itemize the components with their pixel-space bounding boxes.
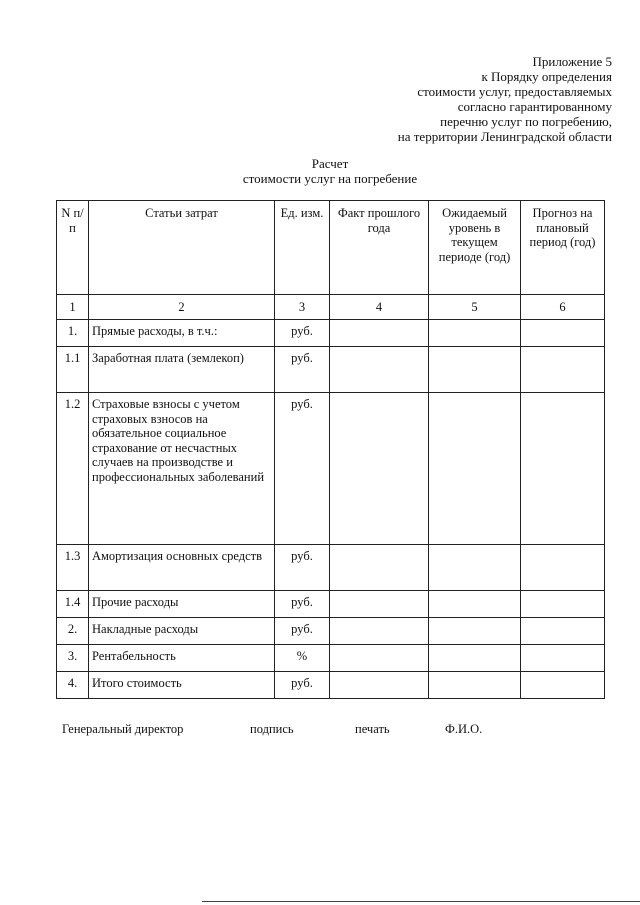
cell-last-year xyxy=(330,347,429,393)
header-line: на территории Ленинградской области xyxy=(397,129,612,144)
scan-edge-line xyxy=(202,901,640,902)
row-number: 1. xyxy=(57,320,89,347)
table-row xyxy=(57,618,605,645)
row-unit: руб. xyxy=(275,393,330,545)
row-number: 1.4 xyxy=(57,591,89,618)
header-line: согласно гарантированному xyxy=(457,99,612,114)
row-unit: руб. xyxy=(275,591,330,618)
table-header-row xyxy=(57,201,605,295)
table-row xyxy=(57,347,605,393)
row-unit: руб. xyxy=(275,618,330,645)
column-number: 1 xyxy=(57,295,89,320)
cell-forecast xyxy=(521,393,605,545)
cell-forecast xyxy=(521,645,605,672)
row-item: Амортизация основных средств xyxy=(89,545,275,591)
column-number: 3 xyxy=(275,295,330,320)
header-cell-cost-items: Статьи затрат xyxy=(89,201,275,295)
cell-forecast xyxy=(521,618,605,645)
row-item: Прочие расходы xyxy=(89,591,275,618)
footer-stamp: печать xyxy=(355,722,390,736)
cell-last-year xyxy=(330,545,429,591)
document-title xyxy=(0,156,640,186)
row-item: Рентабельность xyxy=(89,645,275,672)
title-line-1: Расчет xyxy=(311,156,349,171)
header-cell-unit: Ед. изм. xyxy=(275,201,330,295)
row-number: 1.3 xyxy=(57,545,89,591)
cell-forecast xyxy=(521,545,605,591)
row-number: 2. xyxy=(57,618,89,645)
footer-signature: подпись xyxy=(250,722,294,736)
row-unit: % xyxy=(275,645,330,672)
row-item: Заработная плата (землекоп) xyxy=(89,347,275,393)
table-row xyxy=(57,545,605,591)
header-line: перечню услуг по погребению, xyxy=(440,114,612,129)
column-number: 5 xyxy=(429,295,521,320)
cell-forecast xyxy=(521,591,605,618)
cell-last-year xyxy=(330,320,429,347)
row-number: 1.2 xyxy=(57,393,89,545)
table-row xyxy=(57,393,605,545)
table-row xyxy=(57,645,605,672)
cell-expected xyxy=(429,591,521,618)
cell-expected xyxy=(429,393,521,545)
row-number: 4. xyxy=(57,672,89,699)
footer-name: Ф.И.О. xyxy=(445,722,483,736)
row-unit: руб. xyxy=(275,545,330,591)
cell-last-year xyxy=(330,591,429,618)
header-line: Приложение 5 xyxy=(532,54,612,69)
row-item: Накладные расходы xyxy=(89,618,275,645)
column-number: 6 xyxy=(521,295,605,320)
row-unit: руб. xyxy=(275,672,330,699)
row-number: 3. xyxy=(57,645,89,672)
column-number: 2 xyxy=(89,295,275,320)
title-line-2: стоимости услуг на погребение xyxy=(242,171,418,186)
cell-last-year xyxy=(330,672,429,699)
cell-last-year xyxy=(330,645,429,672)
row-item: Прямые расходы, в т.ч.: xyxy=(89,320,275,347)
cell-expected xyxy=(429,672,521,699)
cell-last-year xyxy=(330,393,429,545)
cell-forecast xyxy=(521,320,605,347)
header-cell-number: N п/п xyxy=(57,201,89,295)
cell-forecast xyxy=(521,347,605,393)
footer-position: Генеральный директор xyxy=(62,722,184,736)
row-unit: руб. xyxy=(275,320,330,347)
table-row xyxy=(57,591,605,618)
cell-expected xyxy=(429,645,521,672)
cost-calculation-table xyxy=(56,200,605,699)
cell-expected xyxy=(429,347,521,393)
row-unit: руб. xyxy=(275,347,330,393)
column-number: 4 xyxy=(330,295,429,320)
cell-last-year xyxy=(330,618,429,645)
header-line: стоимости услуг, предоставляемых xyxy=(417,84,612,99)
header-cell-forecast: Прогноз на плановый период (год) xyxy=(521,201,605,295)
cell-forecast xyxy=(521,672,605,699)
table-row xyxy=(57,320,605,347)
column-number-row xyxy=(57,295,605,320)
row-item: Страховые взносы с учетом страховых взносов на обязательное социальное страхование от несчастных случаев на производстве и профессиональных заболеваний xyxy=(89,393,275,545)
header-cell-last-year: Факт прошлого года xyxy=(330,201,429,295)
table-row xyxy=(57,672,605,699)
row-item: Итого стоимость xyxy=(89,672,275,699)
cell-expected xyxy=(429,320,521,347)
row-number: 1.1 xyxy=(57,347,89,393)
cell-expected xyxy=(429,545,521,591)
appendix-header xyxy=(312,54,612,144)
cell-expected xyxy=(429,618,521,645)
header-cell-expected: Ожидаемый уровень в текущем периоде (год) xyxy=(429,201,521,295)
header-line: к Порядку определения xyxy=(481,69,612,84)
